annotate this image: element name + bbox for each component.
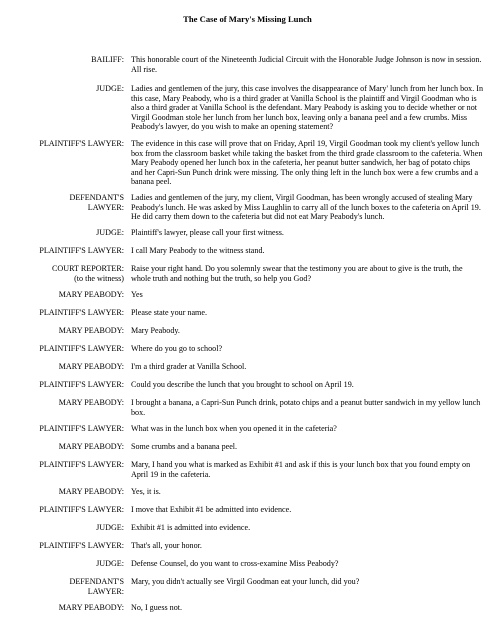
speaker-label-line: MARY PEABODY:: [58, 398, 124, 407]
speech-text: Some crumbs and a banana peel.: [131, 442, 238, 451]
speech-text: Please state your name.: [131, 308, 207, 317]
speaker-label: [0, 380, 124, 390]
speaker-label: [0, 308, 124, 318]
speaker-label-line: JUDGE:: [96, 523, 124, 532]
speaker-label: [0, 228, 124, 238]
speech-text: Ladies and gentlemen of the jury, this case involves the disappearance of Mary' lunch from her lunch box. In this case, Mary Peabody, who is a third grader at Vanilla School is the plaintiff and Virgil Goodman who is also a third grader at Vanilla School is the defendant. Mary Peabody is asking you to decide whether or not Virgil Goodman stole her lunch from her lunch box, leaving only a banana peel and a few crumbs. Miss Peabody's lawyer, do you wish to make an opening statement?: [131, 84, 483, 132]
speaker-label-line: PLAINTIFF'S LAWYER:: [39, 424, 124, 433]
speaker-label-line: PLAINTIFF'S LAWYER:: [39, 505, 124, 514]
speaker-label: [0, 523, 124, 533]
speaker-label: [0, 424, 124, 434]
speaker-label: [0, 559, 124, 569]
speech-text: I move that Exhibit #1 be admitted into evidence.: [131, 505, 292, 514]
speech-text: No, I guess not.: [131, 603, 183, 612]
speaker-label-line: JUDGE:: [96, 559, 124, 568]
speaker-label: [0, 264, 124, 283]
speaker-label-line: MARY PEABODY:: [58, 487, 124, 496]
speech-text: Raise your right hand. Do you solemnly swear that the testimony you are about to give is the truth, the whole truth and nothing but the truth, so help you God?: [131, 264, 463, 283]
speaker-label-line: PLAINTIFF'S LAWYER:: [39, 308, 124, 317]
speaker-label: [0, 603, 124, 613]
speech-text: Yes: [131, 290, 143, 299]
speech-text: Ladies and gentlemen of the jury, my client, Virgil Goodman, has been wrongly accused of stealing Mary Peabody's lunch. He was asked by Miss Laughlin to carry all of the lunch boxes to the cafeteria on April 19. He did carry them down to the cafeteria but did not eat Mary Peabody's lunch.: [131, 193, 481, 222]
speaker-label: [0, 541, 124, 551]
speaker-label: [0, 398, 124, 408]
speech-text: I brought a banana, a Capri-Sun Punch drink, potato chips and a peanut butter sandwich in my yellow lunch box.: [131, 398, 481, 417]
speech-text: This honorable court of the Nineteenth Judicial Circuit with the Honorable Judge Johnson is now in session. All rise.: [131, 55, 482, 74]
speaker-label: [0, 362, 124, 372]
speaker-label: [0, 344, 124, 354]
speaker-label-line: PLAINTIFF'S LAWYER:: [39, 344, 124, 353]
speaker-label: [0, 577, 124, 596]
speaker-label-line: PLAINTIFF'S LAWYER:: [39, 380, 124, 389]
speech-text: Mary, you didn't actually see Virgil Goodman eat your lunch, did you?: [131, 577, 360, 586]
speaker-label-line: JUDGE:: [96, 84, 124, 93]
speaker-label: [0, 246, 124, 256]
speaker-label-line: MARY PEABODY:: [58, 362, 124, 371]
speaker-label-line: JUDGE:: [96, 228, 124, 237]
speech-text: I'm a third grader at Vanilla School.: [131, 362, 247, 371]
speaker-label-line: PLAINTIFF'S LAWYER:: [39, 139, 124, 148]
speech-text: Could you describe the lunch that you brought to school on April 19.: [131, 380, 354, 389]
speaker-label: [0, 487, 124, 497]
speaker-label-line: PLAINTIFF'S LAWYER:: [39, 460, 124, 469]
speaker-label: [0, 139, 124, 149]
speech-text: Plaintiff's lawyer, please call your first witness.: [131, 228, 284, 237]
speaker-label-line: MARY PEABODY:: [58, 603, 124, 612]
speaker-label-line: (to the witness): [74, 273, 124, 283]
speaker-label: [0, 460, 124, 470]
document-title: The Case of Mary's Missing Lunch: [183, 14, 312, 24]
speaker-label-line: DEFENDANT'S: [69, 577, 124, 586]
speaker-label-line: LAWYER:: [87, 202, 124, 212]
speaker-label-line: COURT REPORTER:: [52, 264, 124, 273]
speaker-label-line: MARY PEABODY:: [58, 442, 124, 451]
speaker-label-line: PLAINTIFF'S LAWYER:: [39, 246, 124, 255]
speaker-label: [0, 193, 124, 212]
speaker-label: [0, 326, 124, 336]
speaker-label: [0, 290, 124, 300]
speaker-label: [0, 55, 124, 65]
speech-text: Mary Peabody.: [131, 326, 180, 335]
speaker-label: [0, 442, 124, 452]
speaker-label: [0, 84, 124, 94]
speech-text: The evidence in this case will prove that on Friday, April 19, Virgil Goodman took my client's yellow lunch box from the classroom basket while taking the basket from the third grade classroom to the cafeteria. When Mary Peabody opened her lunch box in the cafeteria, her peanut butter sandwich, her bag of potato chips and her Capri-Sun Punch drink were missing. The only thing left in the lunch box were a few crumbs and a banana peel.: [131, 139, 483, 187]
speaker-label-line: LAWYER:: [87, 586, 124, 596]
speech-text: What was in the lunch box when you opened it in the cafeteria?: [131, 424, 337, 433]
speaker-label-line: MARY PEABODY:: [58, 326, 124, 335]
speech-text: Where do you go to school?: [131, 344, 223, 353]
speech-text: That's all, your honor.: [131, 541, 202, 550]
speech-text: Exhibit #1 is admitted into evidence.: [131, 523, 251, 532]
speech-text: Defense Counsel, do you want to cross-examine Miss Peabody?: [131, 559, 339, 568]
speech-text: Mary, I hand you what is marked as Exhibit #1 and ask if this is your lunch box that you found empty on April 19 in the cafeteria.: [131, 460, 471, 479]
speaker-label-line: BAILIFF:: [91, 55, 124, 64]
speaker-label-line: DEFENDANT'S: [69, 193, 124, 202]
speech-text: I call Mary Peabody to the witness stand.: [131, 246, 265, 255]
speech-text: Yes, it is.: [131, 487, 161, 496]
speaker-label-line: MARY PEABODY:: [58, 290, 124, 299]
speaker-label-line: PLAINTIFF'S LAWYER:: [39, 541, 124, 550]
speaker-label: [0, 505, 124, 515]
